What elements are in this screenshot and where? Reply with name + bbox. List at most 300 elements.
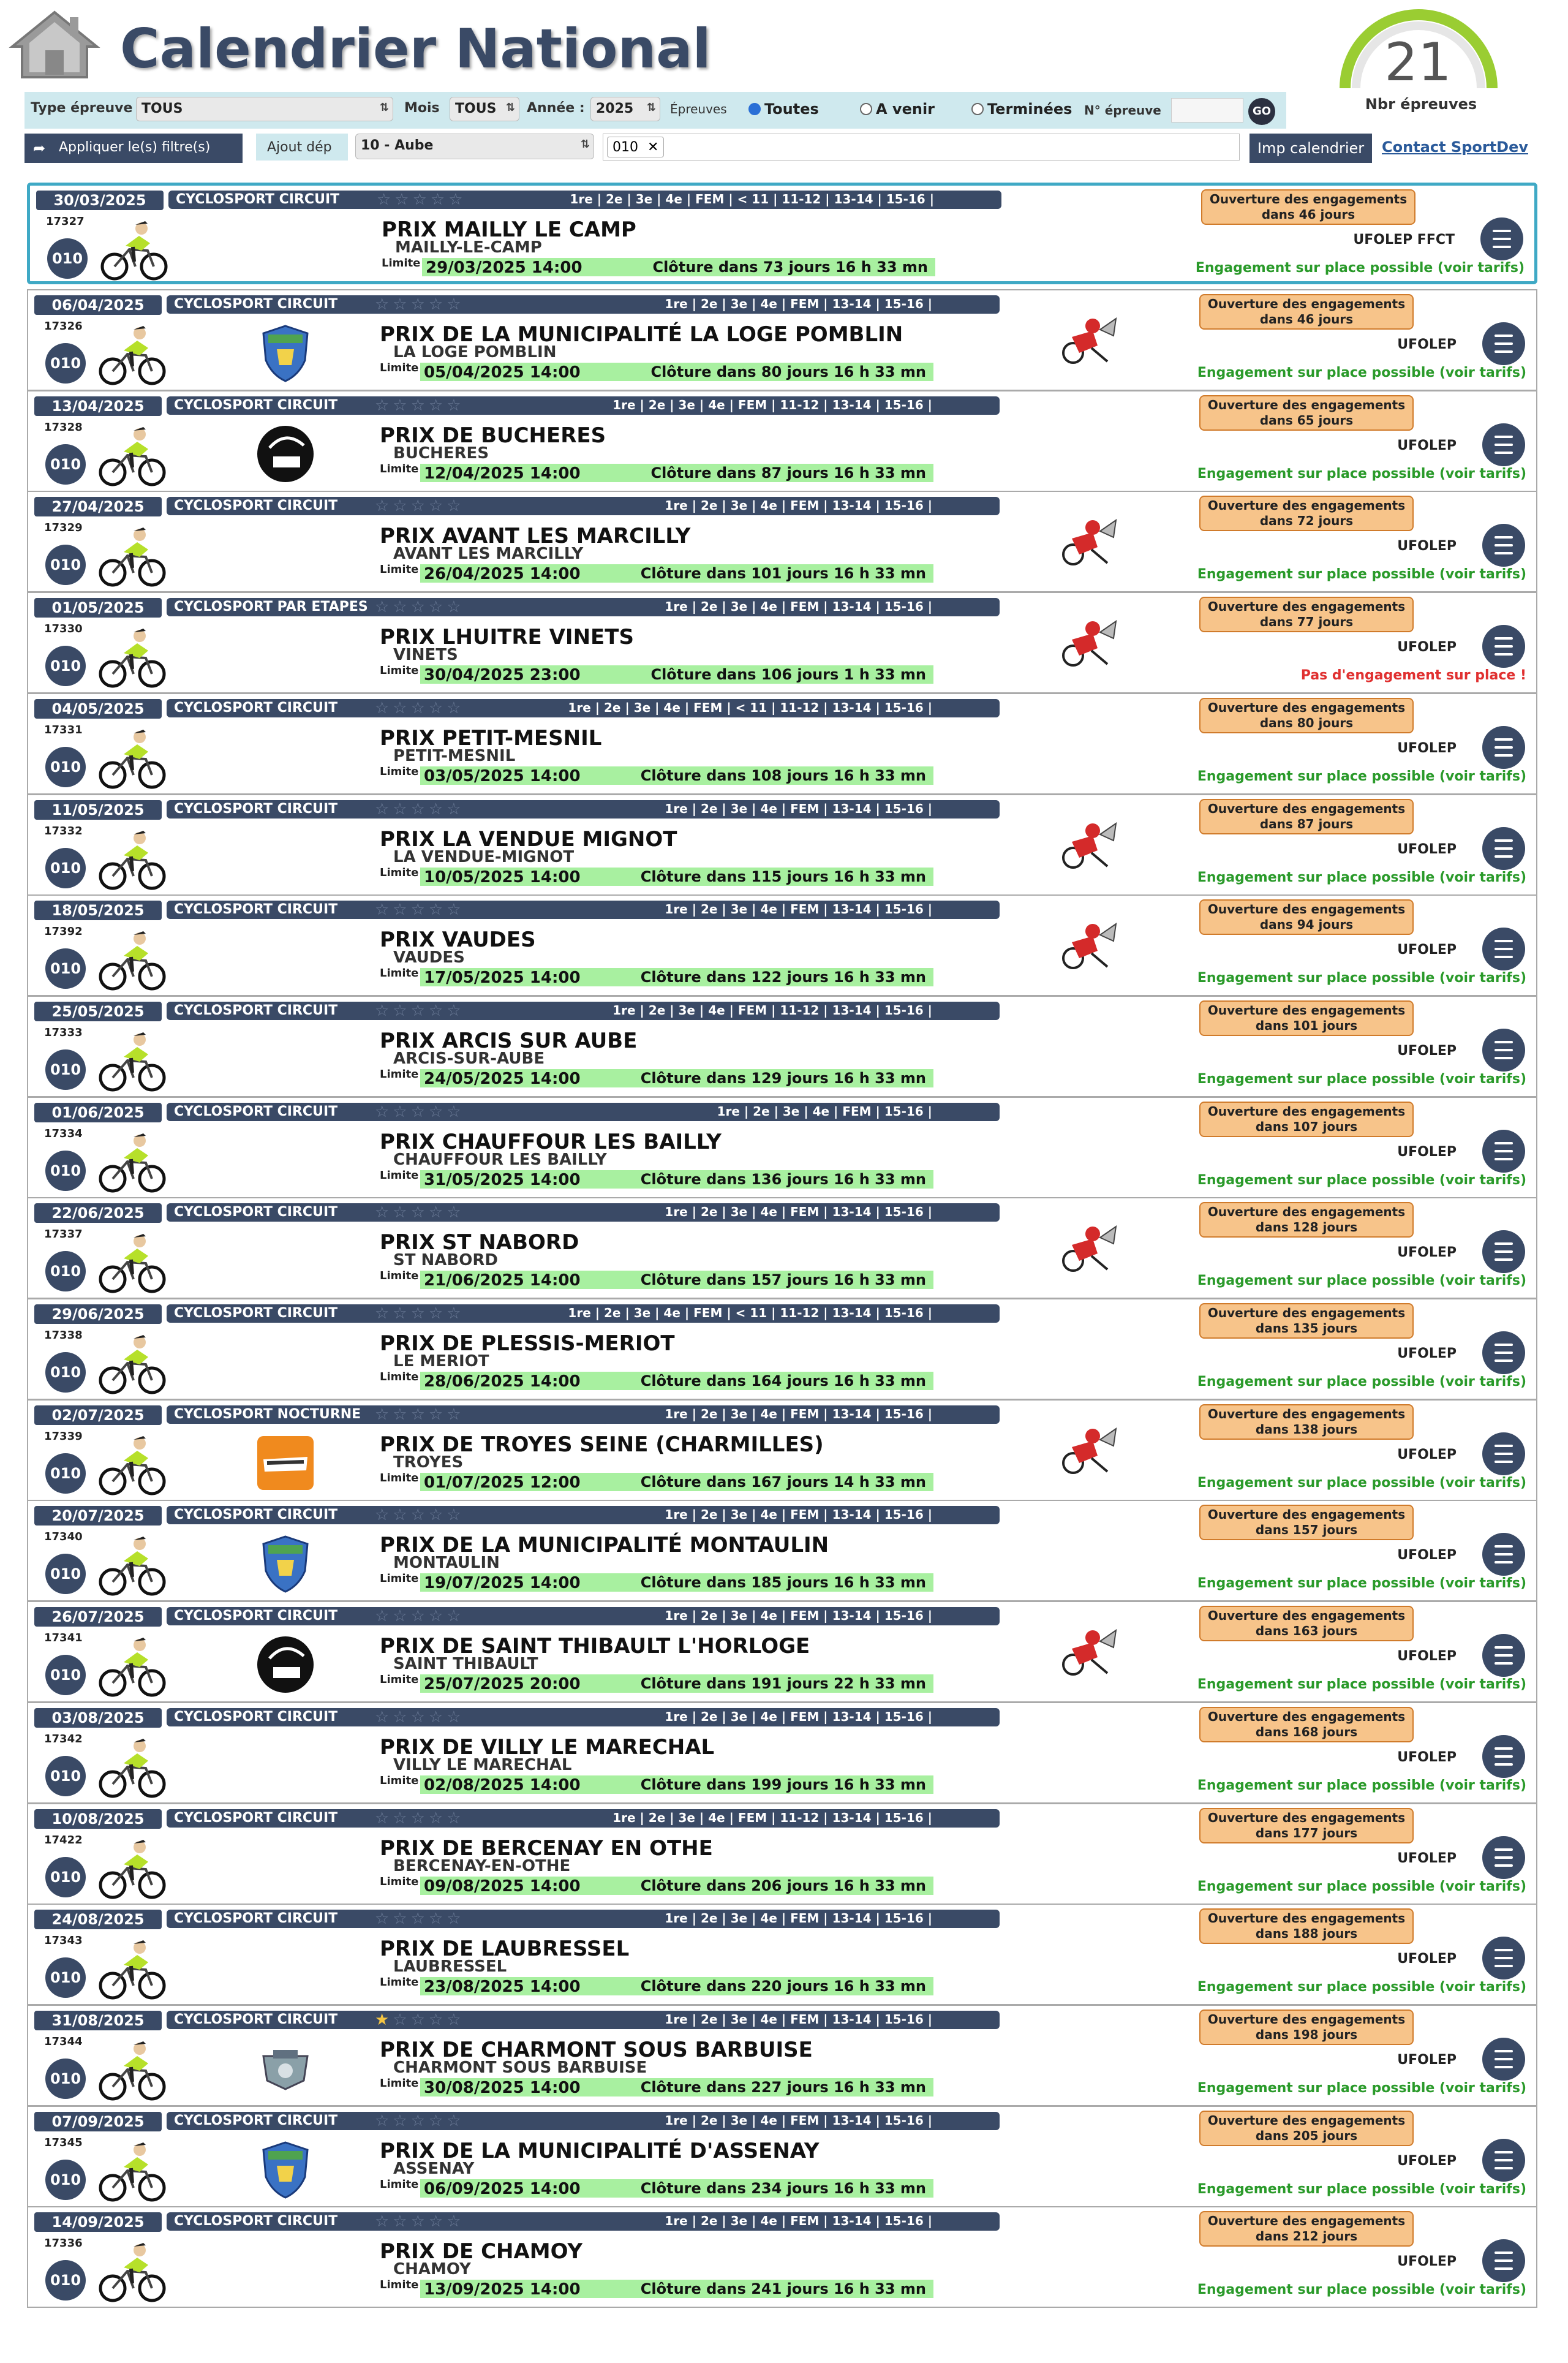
departement-badge: 010 (45, 1352, 86, 1393)
menu-icon[interactable] (1482, 322, 1525, 365)
limit-label: Limite (380, 2076, 419, 2090)
opening-line2: dans 188 jours (1255, 1926, 1358, 1941)
federation: UFOLEP (1397, 942, 1457, 958)
opening-line2: dans 101 jours (1255, 1018, 1358, 1033)
cloture-countdown: Clôture dans 157 jours 16 h 33 mn (640, 1271, 926, 1289)
limit-date: 24/05/2025 14:00 (424, 1069, 581, 1088)
event-classes: 1re | 2e | 3e | 4e | FEM | 13-14 | 15-16 | (665, 2112, 932, 2128)
opening-line2: dans 135 jours (1255, 1321, 1358, 1336)
event-classes: 1re | 2e | 3e | 4e | FEM | 13-14 | 15-16 | (665, 902, 932, 917)
rating-stars-icon: ☆☆☆☆☆ (375, 800, 465, 819)
radio-toutes[interactable] (748, 100, 819, 118)
engagement-info[interactable]: Engagement sur place possible (voir tarifs) (1195, 260, 1525, 276)
event-city: BUCHERES (393, 444, 489, 463)
event-id: 17336 (44, 2237, 83, 2250)
cloture-countdown: Clôture dans 87 jours 16 h 33 mn (650, 464, 926, 482)
event-city: ARCIS-SUR-AUBE (393, 1049, 545, 1068)
opening-line2: dans 198 jours (1255, 2027, 1358, 2042)
club-mascot-icon (1055, 817, 1122, 879)
event-category: CYCLOSPORT CIRCUIT (174, 297, 338, 312)
opening-badge (1199, 1808, 1414, 1843)
event-card[interactable] (27, 592, 1537, 694)
opening-line1: Ouverture des engagements (1207, 2214, 1406, 2229)
event-city: MONTAULIN (393, 1554, 500, 1573)
menu-icon[interactable] (1482, 726, 1525, 769)
rating-stars-icon: ★☆☆☆☆ (375, 2010, 465, 2029)
event-name[interactable]: PRIX DE LA MUNICIPALITÉ MONTAULIN (380, 1533, 829, 1558)
event-city: LA VENDUE-MIGNOT (393, 847, 575, 866)
event-city: MAILLY-LE-CAMP (395, 238, 542, 257)
event-category: CYCLOSPORT CIRCUIT (174, 902, 338, 918)
event-category: CYCLOSPORT CIRCUIT (174, 1103, 338, 1119)
departement-badge: 010 (45, 646, 86, 686)
event-date: 03/08/2025 (34, 1708, 162, 1728)
cyclist-icon (97, 323, 168, 387)
departement-badge: 010 (47, 238, 88, 279)
mois-select[interactable] (450, 97, 519, 121)
event-name[interactable]: PRIX DE LA MUNICIPALITÉ D'ASSENAY (380, 2138, 820, 2163)
limit-bar (420, 564, 933, 583)
radio-a-venir[interactable] (860, 100, 935, 118)
opening-badge (1199, 899, 1414, 935)
event-name[interactable]: PRIX AVANT LES MARCILLY (380, 524, 691, 549)
event-category-bar (167, 1708, 1000, 1726)
limit-bar (420, 2078, 933, 2096)
engagement-info[interactable]: Engagement sur place possible (voir tarifs) (1197, 1979, 1526, 1995)
opening-line1: Ouverture des engagements (1207, 1204, 1406, 1220)
event-name[interactable]: PRIX DE VILLY LE MARECHAL (380, 1734, 715, 1760)
event-category-bar (167, 2011, 1000, 2029)
event-name[interactable]: PRIX MAILLY LE CAMP (382, 217, 636, 242)
event-category-bar (167, 1910, 1000, 1928)
event-category-bar (168, 191, 1001, 209)
cloture-countdown: Clôture dans 206 jours 16 h 33 mn (640, 1877, 926, 1894)
apply-filters-label: Appliquer le(s) filtre(s) (59, 140, 211, 155)
limit-label: Limite (380, 1067, 419, 1081)
event-city: LE MERIOT (393, 1352, 489, 1371)
federation: UFOLEP (1397, 1649, 1457, 1665)
event-classes: 1re | 2e | 3e | 4e | FEM | 13-14 | 15-16 | (665, 498, 932, 513)
opening-line2: dans 65 jours (1259, 412, 1354, 428)
cyclist-icon (97, 2240, 168, 2304)
event-category: CYCLOSPORT CIRCUIT (174, 1306, 338, 1321)
limit-label: Limite (380, 2177, 419, 2191)
limit-date: 28/06/2025 14:00 (424, 1372, 581, 1391)
event-city: CHAUFFOUR LES BAILLY (393, 1150, 607, 1169)
event-card[interactable] (27, 289, 1537, 391)
limit-label: Limite (380, 967, 419, 980)
opening-badge (1199, 597, 1414, 632)
event-category: CYCLOSPORT CIRCUIT (174, 1507, 338, 1523)
event-name[interactable]: PRIX DE CHAMOY (380, 2239, 582, 2264)
opening-badge (1199, 1404, 1414, 1440)
federation: UFOLEP (1397, 1446, 1457, 1462)
limit-date: 17/05/2025 14:00 (424, 969, 581, 988)
event-card[interactable] (27, 1097, 1537, 1198)
event-name[interactable]: PRIX DE CHARMONT SOUS BARBUISE (380, 2037, 813, 2062)
event-category-bar (167, 497, 1000, 515)
opening-badge (1199, 2009, 1414, 2045)
engagement-info[interactable]: Engagement sur place possible (voir tarifs) (1197, 1172, 1526, 1188)
limit-bar (422, 258, 935, 276)
annee-select[interactable] (590, 97, 660, 121)
rating-stars-icon: ☆☆☆☆☆ (375, 497, 465, 516)
engagement-info[interactable]: Engagement sur place possible (voir tarifs) (1197, 1273, 1526, 1289)
rating-stars-icon: ☆☆☆☆☆ (375, 1405, 465, 1424)
opening-badge (1199, 1606, 1414, 1641)
opening-line2: dans 87 jours (1259, 816, 1354, 831)
event-date: 07/09/2025 (34, 2112, 162, 2131)
event-category: CYCLOSPORT CIRCUIT (174, 2112, 338, 2128)
event-card[interactable] (27, 894, 1537, 996)
menu-icon[interactable] (1482, 1029, 1525, 1072)
club-mascot-icon (1055, 1423, 1122, 1484)
event-classes: 1re | 2e | 3e | 4e | FEM | 13-14 | 15-16 | (665, 297, 932, 311)
event-classes: 1re | 2e | 3e | 4e | FEM | 13-14 | 15-16 | (665, 1709, 932, 1724)
select-arrows-icon: ⇅ (646, 101, 656, 114)
mois-value: TOUS (455, 101, 497, 116)
engagement-info[interactable]: Engagement sur place possible (voir tarifs) (1197, 1576, 1526, 1592)
limit-bar (420, 1977, 933, 1995)
event-card[interactable] (27, 1904, 1537, 2005)
organizer-logo-icon (255, 1634, 316, 1695)
engagement-info[interactable]: Engagement sur place possible (voir tarifs) (1197, 2181, 1526, 2197)
event-name[interactable]: PRIX DE SAINT THIBAULT L'HORLOGE (380, 1634, 810, 1659)
engagement-info[interactable]: Engagement sur place possible (voir tarifs) (1197, 768, 1526, 784)
engagement-info[interactable]: Engagement sur place possible (voir tarifs) (1197, 466, 1526, 482)
event-name[interactable]: PRIX LHUITRE VINETS (380, 625, 634, 650)
radio-terminees[interactable] (971, 100, 1072, 118)
event-card[interactable] (27, 183, 1537, 284)
cyclist-icon (97, 1434, 168, 1497)
cyclist-icon (97, 929, 168, 992)
contact-sportdev-link[interactable]: Contact SportDev (1382, 138, 1529, 156)
limit-bar (420, 2179, 933, 2198)
limit-date: 30/04/2025 23:00 (424, 666, 581, 685)
cloture-countdown: Clôture dans 227 jours 16 h 33 mn (640, 2078, 926, 2096)
limit-bar (420, 1473, 933, 1491)
departement-badge: 010 (45, 343, 86, 384)
event-classes: 1re | 2e | 3e | 4e | FEM | < 11 | 11-12 | 13-14 | 15-16 | (568, 700, 932, 715)
go-button[interactable]: GO (1248, 98, 1275, 125)
event-id: 17342 (44, 1732, 83, 1745)
limit-bar (420, 1069, 933, 1087)
limit-label: Limite (380, 1976, 419, 1989)
event-city: TROYES (393, 1453, 464, 1472)
event-classes: 1re | 2e | 3e | 4e | FEM | 11-12 | 13-14 | 15-16 | (612, 1810, 932, 1825)
event-card[interactable] (27, 1399, 1537, 1501)
event-classes: 1re | 2e | 3e | 4e | FEM | 13-14 | 15-16 | (665, 599, 932, 614)
remove-tag-icon[interactable]: ✕ (647, 140, 659, 155)
event-card[interactable] (27, 1500, 1537, 1601)
opening-line1: Ouverture des engagements (1207, 1810, 1406, 1825)
menu-icon[interactable] (1482, 1533, 1525, 1576)
opening-badge (1199, 1202, 1414, 1238)
federation: UFOLEP (1397, 740, 1457, 756)
type-epreuve-value: TOUS (141, 101, 183, 116)
limit-label: Limite (380, 1168, 419, 1182)
event-category: CYCLOSPORT CIRCUIT (174, 2011, 338, 2027)
event-card[interactable] (27, 390, 1537, 492)
opening-badge (1199, 2111, 1414, 2146)
annee-label: Année : (527, 100, 585, 116)
event-name[interactable]: PRIX ST NABORD (380, 1230, 579, 1255)
federation: UFOLEP (1397, 1951, 1457, 1967)
event-card[interactable] (27, 2106, 1537, 2207)
apply-filters-button[interactable] (24, 134, 243, 163)
departement-badge: 010 (45, 948, 86, 989)
event-name[interactable]: PRIX DE TROYES SEINE (CHARMILLES) (380, 1432, 824, 1457)
print-calendar-button[interactable]: Imp calendrier (1250, 134, 1372, 163)
event-category: CYCLOSPORT CIRCUIT (176, 192, 340, 207)
event-name[interactable]: PRIX PETIT-MESNIL (380, 725, 602, 750)
menu-icon[interactable] (1482, 827, 1525, 870)
limit-bar (420, 968, 933, 986)
menu-icon[interactable] (1482, 1331, 1525, 1374)
limit-bar (420, 766, 933, 785)
club-mascot-icon (1055, 1220, 1122, 1282)
engagement-info[interactable]: Engagement sur place possible (voir tarifs) (1197, 970, 1526, 986)
cyclist-icon (97, 1635, 168, 1699)
home-icon[interactable] (9, 9, 100, 81)
event-city: AVANT LES MARCILLY (393, 545, 584, 564)
cyclist-icon (97, 727, 168, 791)
organizer-logo-icon (255, 322, 316, 384)
club-mascot-icon (1055, 615, 1122, 676)
engagement-info[interactable]: Engagement sur place possible (voir tarifs) (1197, 1475, 1526, 1491)
event-category-bar (167, 901, 1000, 919)
federation: UFOLEP (1397, 1043, 1457, 1059)
club-mascot-icon (1055, 514, 1122, 575)
event-date: 14/09/2025 (34, 2212, 162, 2232)
cyclist-icon (97, 2140, 168, 2204)
event-name[interactable]: PRIX LA VENDUE MIGNOT (380, 826, 677, 852)
event-card[interactable] (27, 1298, 1537, 1400)
limit-label: Limite (380, 1875, 419, 1888)
limit-date: 09/08/2025 14:00 (424, 1877, 581, 1896)
departement-badge: 010 (45, 848, 86, 888)
menu-icon[interactable] (1482, 1230, 1525, 1273)
event-classes: 1re | 2e | 3e | 4e | FEM | 13-14 | 15-16 | (665, 1406, 932, 1421)
menu-icon[interactable] (1482, 1836, 1525, 1879)
limit-date: 13/09/2025 14:00 (424, 2280, 581, 2299)
limit-label: Limite (382, 257, 421, 270)
departement-badge: 010 (45, 2059, 86, 2099)
event-card[interactable] (27, 1803, 1537, 1905)
departement-badge: 010 (45, 1957, 86, 1998)
federation: UFOLEP (1397, 1850, 1457, 1866)
opening-line2: dans 80 jours (1259, 715, 1354, 730)
opening-line1: Ouverture des engagements (1207, 801, 1406, 816)
event-name[interactable]: PRIX DE BUCHERES (380, 423, 606, 448)
event-card[interactable] (27, 2206, 1537, 2308)
engagement-info[interactable]: Engagement sur place possible (voir tarifs) (1197, 567, 1526, 583)
club-mascot-icon (1055, 312, 1122, 374)
menu-icon[interactable] (1482, 2239, 1525, 2282)
event-category: CYCLOSPORT PAR ETAPES (174, 599, 368, 615)
event-count: 21 (1384, 32, 1452, 93)
event-card[interactable] (27, 491, 1537, 592)
federation: UFOLEP (1397, 640, 1457, 656)
epreuves-label: Épreuves (670, 102, 727, 116)
engagement-info[interactable]: Engagement sur place possible (voir tarifs) (1197, 2080, 1526, 2096)
event-category-bar (167, 295, 1000, 314)
event-card[interactable] (27, 1702, 1537, 1804)
event-card[interactable] (27, 2005, 1537, 2106)
event-date: 27/04/2025 (34, 497, 162, 516)
limit-label: Limite (380, 664, 419, 678)
cyclist-icon (97, 1938, 168, 2002)
event-category-bar (167, 1809, 1000, 1828)
event-name[interactable]: PRIX DE LAUBRESSEL (380, 1937, 630, 1962)
menu-icon[interactable] (1480, 217, 1523, 260)
event-name[interactable]: PRIX DE PLESSIS-MERIOT (380, 1331, 675, 1356)
event-card[interactable] (27, 693, 1537, 795)
menu-icon[interactable] (1482, 1634, 1525, 1677)
event-city: LAUBRESSEL (393, 1957, 507, 1976)
opening-badge (1199, 1908, 1414, 1944)
rating-stars-icon: ☆☆☆☆☆ (377, 191, 467, 209)
event-name[interactable]: PRIX DE BERCENAY EN OTHE (380, 1836, 713, 1861)
engagement-info[interactable]: Pas d'engagement sur place ! (1300, 668, 1526, 684)
opening-badge (1199, 2211, 1414, 2247)
type-epreuve-select[interactable] (136, 97, 393, 121)
limit-date: 05/04/2025 14:00 (424, 363, 581, 382)
cloture-countdown: Clôture dans 73 jours 16 h 33 mn (652, 259, 928, 276)
event-card[interactable] (27, 794, 1537, 896)
opening-badge (1199, 496, 1414, 531)
menu-icon[interactable] (1482, 1432, 1525, 1475)
organizer-logo-icon (255, 2139, 316, 2200)
limit-bar (420, 1170, 933, 1189)
opening-line1: Ouverture des engagements (1207, 2011, 1406, 2027)
cyclist-icon (97, 2039, 168, 2103)
num-epreuve-input[interactable] (1171, 98, 1243, 123)
cloture-countdown: Clôture dans 122 jours 16 h 33 mn (640, 969, 926, 986)
club-mascot-icon (1055, 1624, 1122, 1685)
event-name[interactable]: PRIX ARCIS SUR AUBE (380, 1028, 638, 1053)
limit-date: 21/06/2025 14:00 (424, 1271, 581, 1290)
event-date: 25/05/2025 (34, 1002, 162, 1021)
menu-icon[interactable] (1482, 1735, 1525, 1778)
menu-icon[interactable] (1482, 524, 1525, 567)
rating-stars-icon: ☆☆☆☆☆ (375, 1707, 465, 1726)
rating-stars-icon: ☆☆☆☆☆ (375, 1203, 465, 1222)
select-arrows-icon: ⇅ (580, 138, 590, 151)
departement-badge: 010 (45, 1554, 86, 1594)
limit-bar (420, 1573, 933, 1592)
engagement-info[interactable]: Engagement sur place possible (voir tarifs) (1197, 1878, 1526, 1894)
organizer-logo-icon (255, 1533, 316, 1594)
departement-select[interactable] (355, 134, 594, 159)
event-id: 17334 (44, 1127, 83, 1140)
departement-tags-input[interactable] (603, 134, 1240, 161)
cloture-countdown: Clôture dans 115 jours 16 h 33 mn (640, 868, 926, 885)
engagement-info[interactable]: Engagement sur place possible (voir tarifs) (1197, 869, 1526, 885)
event-classes: 1re | 2e | 3e | 4e | FEM | 15-16 | (717, 1103, 932, 1119)
event-name[interactable]: PRIX VAUDES (380, 928, 536, 953)
event-classes: 1re | 2e | 3e | 4e | FEM | 13-14 | 15-16 | (665, 1204, 932, 1220)
engagement-info[interactable]: Engagement sur place possible (voir tarifs) (1197, 2282, 1526, 2298)
event-card[interactable] (27, 996, 1537, 1097)
engagement-info[interactable]: Engagement sur place possible (voir tarifs) (1197, 1071, 1526, 1087)
event-id: 17343 (44, 1934, 83, 1948)
event-classes: 1re | 2e | 3e | 4e | FEM | 13-14 | 15-16 | (665, 1507, 932, 1522)
club-mascot-icon (1055, 918, 1122, 979)
engagement-info[interactable]: Engagement sur place possible (voir tarifs) (1197, 1777, 1526, 1793)
departement-badge: 010 (45, 545, 86, 585)
cyclist-icon (97, 626, 168, 690)
mois-label: Mois (404, 100, 440, 116)
opening-line1: Ouverture des engagements (1207, 599, 1406, 614)
type-epreuve-label: Type épreuve (31, 100, 133, 116)
rating-stars-icon: ☆☆☆☆☆ (375, 1001, 465, 1020)
event-city: BERCENAY-EN-OTHE (393, 1856, 571, 1875)
event-name[interactable]: PRIX DE LA MUNICIPALITÉ LA LOGE POMBLIN (380, 322, 903, 347)
menu-icon[interactable] (1482, 423, 1525, 466)
opening-line1: Ouverture des engagements (1207, 1507, 1406, 1522)
event-date: 11/05/2025 (34, 800, 162, 820)
opening-line1: Ouverture des engagements (1207, 1608, 1406, 1624)
cloture-countdown: Clôture dans 199 jours 16 h 33 mn (640, 1775, 926, 1793)
menu-icon[interactable] (1482, 1937, 1525, 1979)
organizer-logo-icon (255, 423, 316, 485)
opening-line1: Ouverture des engagements (1207, 1911, 1406, 1926)
opening-line1: Ouverture des engagements (1207, 1002, 1406, 1018)
event-card[interactable] (27, 1197, 1537, 1299)
event-city: LA LOGE POMBLIN (393, 343, 557, 361)
departement-badge: 010 (45, 2260, 86, 2301)
opening-line1: Ouverture des engagements (1207, 1406, 1406, 1421)
limit-label: Limite (380, 462, 419, 475)
rating-stars-icon: ☆☆☆☆☆ (375, 1506, 465, 1525)
event-date: 22/06/2025 (34, 1203, 162, 1223)
event-name[interactable]: PRIX CHAUFFOUR LES BAILLY (380, 1129, 722, 1154)
radio-toutes-label: Toutes (764, 100, 819, 118)
departement-badge: 010 (45, 444, 86, 485)
event-count-label: Nbr épreuves (1365, 96, 1477, 113)
opening-line1: Ouverture des engagements (1209, 192, 1408, 206)
menu-icon[interactable] (1482, 2139, 1525, 2182)
engagement-info[interactable]: Engagement sur place possible (voir tarifs) (1197, 1677, 1526, 1693)
federation: UFOLEP (1397, 1749, 1457, 1765)
event-classes: 1re | 2e | 3e | 4e | FEM | 13-14 | 15-16 | (665, 1911, 932, 1926)
federation: UFOLEP (1397, 539, 1457, 554)
radio-checked-icon (748, 103, 761, 115)
cyclist-icon (97, 1837, 168, 1901)
limit-date: 12/04/2025 14:00 (424, 464, 581, 483)
annee-value: 2025 (596, 101, 634, 116)
menu-icon[interactable] (1482, 1130, 1525, 1173)
event-card[interactable] (27, 1601, 1537, 1703)
federation: UFOLEP (1397, 2153, 1457, 2169)
engagement-info[interactable]: Engagement sur place possible (voir tarifs) (1197, 365, 1526, 380)
menu-icon[interactable] (1482, 2038, 1525, 2081)
event-classes: 1re | 2e | 3e | 4e | FEM | < 11 | 11-12 | 13-14 | 15-16 | (568, 1306, 932, 1320)
cloture-countdown: Clôture dans 108 jours 16 h 33 mn (640, 766, 926, 784)
menu-icon[interactable] (1482, 625, 1525, 668)
federation: UFOLEP (1397, 1548, 1457, 1563)
event-id: 17422 (44, 1833, 83, 1847)
opening-line2: dans 46 jours (1259, 312, 1354, 327)
cyclist-icon (97, 1333, 168, 1396)
event-id: 17344 (44, 2035, 83, 2048)
menu-icon[interactable] (1482, 928, 1525, 970)
engagement-info[interactable]: Engagement sur place possible (voir tarifs) (1197, 1374, 1526, 1389)
departement-tag (607, 137, 664, 157)
federation: UFOLEP FFCT (1353, 232, 1455, 248)
departement-badge: 010 (45, 2160, 86, 2200)
